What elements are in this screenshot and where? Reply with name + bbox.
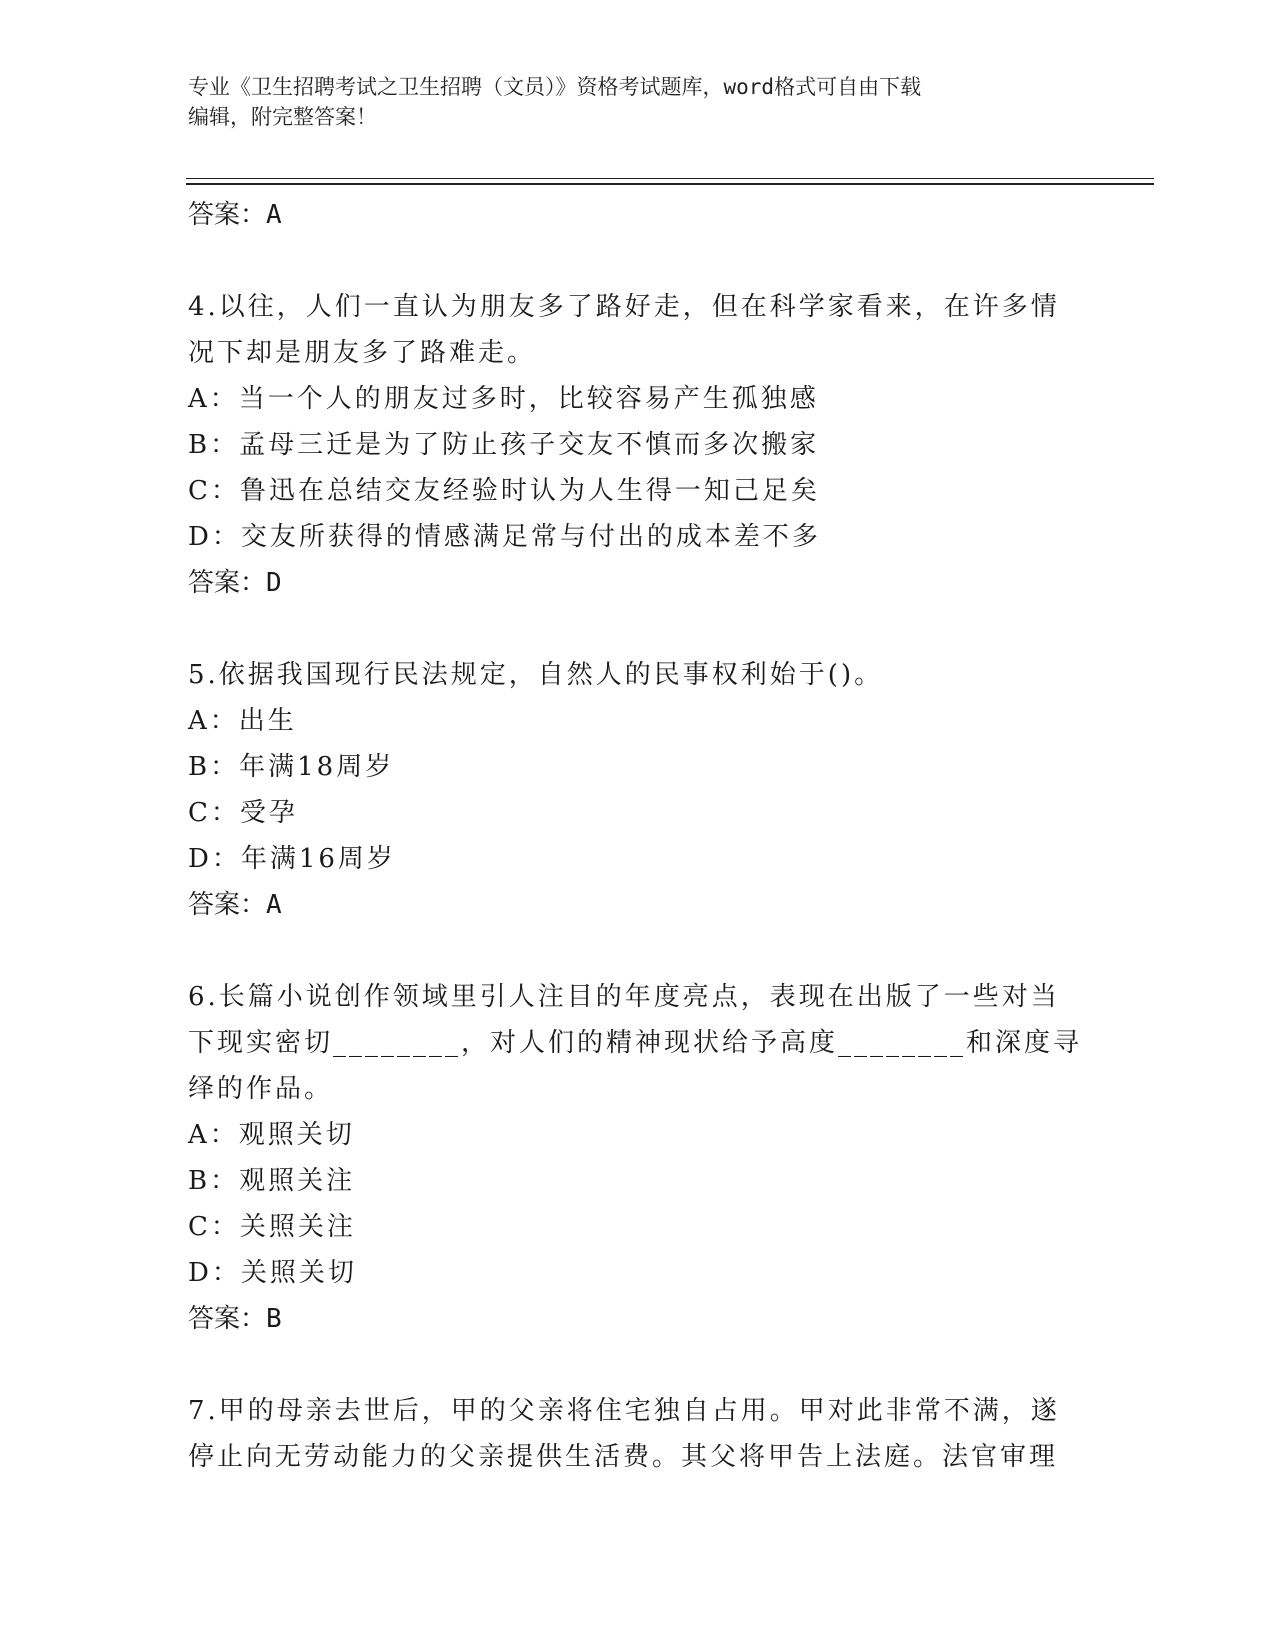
answer-q5: 答案：A	[188, 890, 282, 920]
header-line-2: 编辑，附完整答案！	[188, 105, 377, 129]
header-line-1: 专业《卫生招聘考试之卫生招聘（文员）》资格考试题库，word格式可自由下载	[188, 75, 922, 99]
question-content	[188, 192, 1083, 1480]
question-5-stem: 5.依据我国现行民法规定，自然人的民事权利始于()。	[188, 660, 884, 690]
question-5-option-c: C：受孕	[188, 798, 298, 828]
question-6-option-a: A：观照关切	[188, 1120, 355, 1150]
spacer	[188, 1342, 1068, 1388]
question-6-stem-cont: 下现实密切________，对人们的精神现状给予高度________和深度寻	[188, 1028, 1083, 1058]
question-6-option-d: D：关照关切	[188, 1258, 357, 1288]
question-7-stem-cont: 停止向无劳动能力的父亲提供生活费。其父将甲告上法庭。法官审理	[188, 1442, 1059, 1472]
answer-q6: 答案：B	[188, 1304, 282, 1334]
spacer	[188, 238, 1068, 284]
spacer	[188, 606, 1068, 652]
question-4-option-c: C：鲁迅在总结交友经验时认为人生得一知己足矣	[188, 476, 820, 506]
answer-q3: 答案：A	[188, 200, 282, 230]
question-4-option-b: B：孟母三迁是为了防止孩子交友不慎而多次搬家	[188, 430, 820, 460]
question-7-stem: 7.甲的母亲去世后，甲的父亲将住宅独自占用。甲对此非常不满，遂	[188, 1396, 1060, 1426]
header-divider	[186, 178, 1154, 185]
question-6-stem: 6.长篇小说创作领域里引人注目的年度亮点，表现在出版了一些对当	[188, 982, 1060, 1012]
question-6-option-c: C：关照关注	[188, 1212, 356, 1242]
question-5-option-d: D：年满16周岁	[188, 844, 396, 874]
question-5-option-a: A：出生	[188, 706, 297, 736]
question-4-option-d: D：交友所获得的情感满足常与付出的成本差不多	[188, 522, 821, 552]
answer-q4: 答案：D	[188, 568, 282, 598]
question-4-stem-cont: 况下却是朋友多了路难走。	[188, 338, 537, 368]
question-4-option-a: A：当一个人的朋友过多时，比较容易产生孤独感	[188, 384, 819, 414]
document-header	[188, 72, 1088, 132]
question-4-stem: 4.以往，人们一直认为朋友多了路好走，但在科学家看来，在许多情	[188, 292, 1060, 322]
question-6-option-b: B：观照关注	[188, 1166, 356, 1196]
question-6-stem-cont-2: 绎的作品。	[188, 1074, 334, 1104]
question-5-option-b: B：年满18周岁	[188, 752, 395, 782]
spacer	[188, 928, 1068, 974]
